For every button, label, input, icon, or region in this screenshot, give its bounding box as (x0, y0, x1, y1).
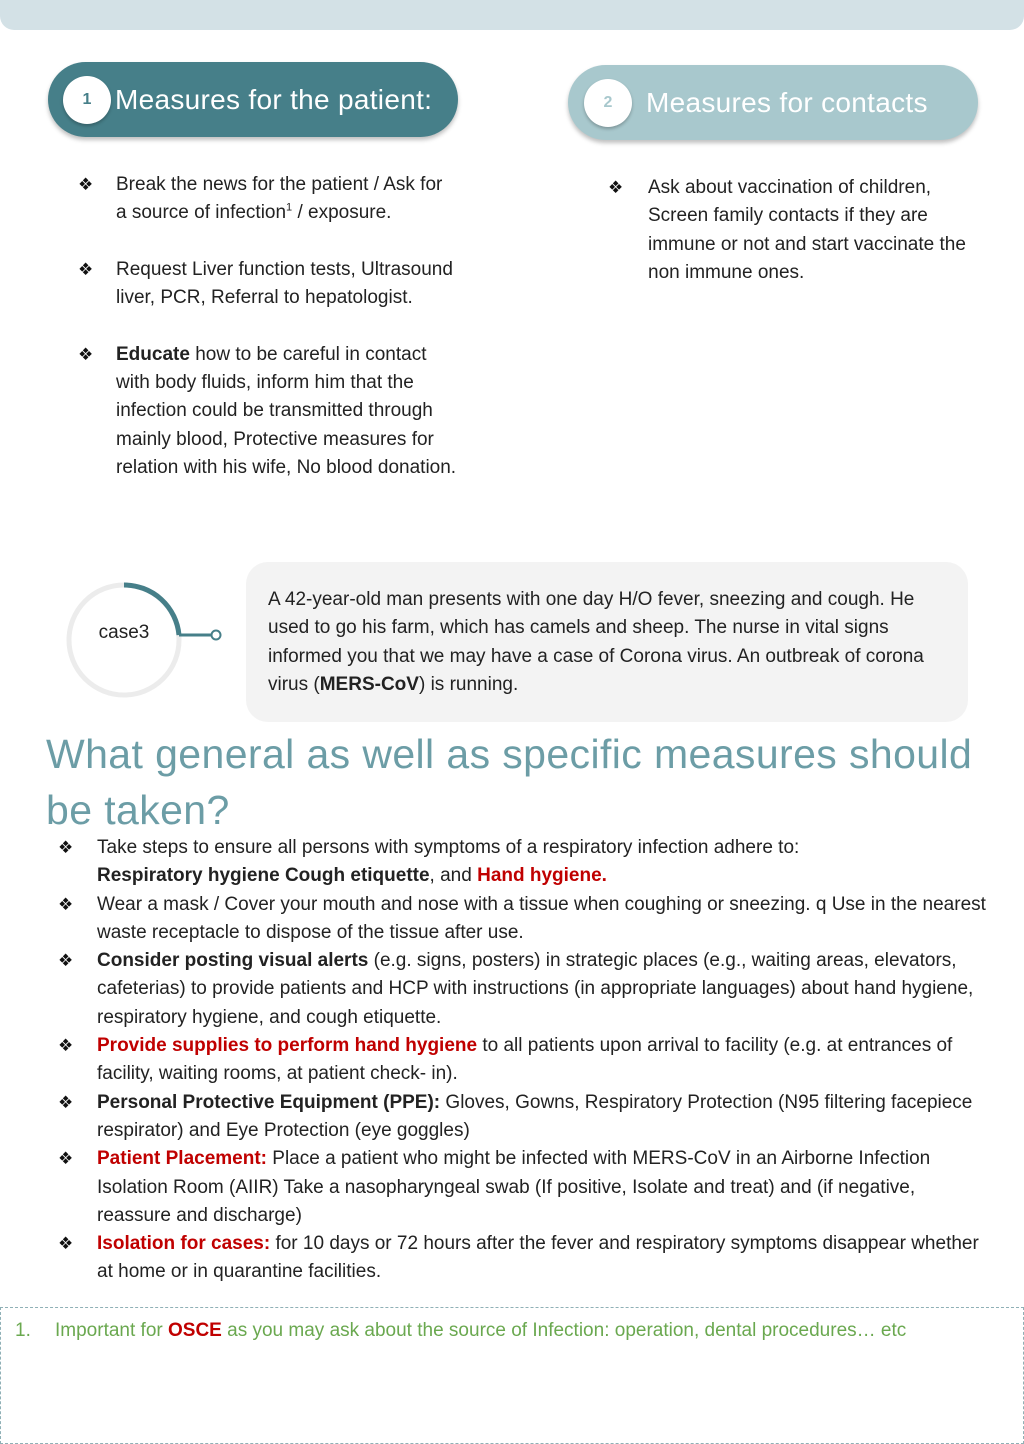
diamond-bullet-icon: ❖ (58, 1234, 74, 1254)
list-item: ❖ Take steps to ensure all persons with symptoms of a respiratory infection adhere to: Respiratory hygiene Cough etiquette, and Hand hygiene. (58, 834, 988, 891)
contacts-measures-list (608, 174, 968, 287)
diamond-bullet-icon: ❖ (78, 175, 94, 194)
list-item: ❖ Request Liver function tests, Ultrasound liver, PCR, Referral to hepatologist. (78, 256, 458, 313)
patient-measures-title: Measures for the patient: (115, 83, 433, 115)
diamond-bullet-icon: ❖ (58, 1149, 74, 1169)
list-item: ❖ Patient Placement: Place a patient who might be infected with MERS-CoV in an Airborne Infection Isolation Room (AIIR) Take a nasopharyngeal swab (If positive, Isolate and treat) and (if negative, reassure and discharge) (58, 1145, 988, 1230)
list-item: ❖ Wear a mask / Cover your mouth and nose with a tissue when coughing or sneezing. q Use in the nearest waste receptacle to dispose of the tissue after use. (58, 891, 988, 948)
patient-measures-list (78, 171, 458, 511)
list-item: ❖ Break the news for the patient / Ask for a source of infection$^1$ / exposure. (78, 171, 458, 228)
footnote: 1. Important for OSCE as you may ask about the source of Infection: operation, dental procedures… etc (0, 1307, 1024, 1444)
diamond-bullet-icon: ❖ (58, 894, 74, 914)
list-item: ❖ Provide supplies to perform hand hygiene to all patients upon arrival to facility (e.g. at entrances of facility, waiting rooms, at patient check- in). (58, 1032, 988, 1089)
contacts-measures-header (568, 65, 978, 140)
list-item: ❖ Ask about vaccination of children, Screen family contacts if they are immune or not and start vaccinate the non immune ones. (608, 174, 968, 287)
footnote-marker: 1 (286, 201, 293, 214)
footnote-number: 1. (15, 1320, 31, 1341)
diamond-bullet-icon: ❖ (58, 838, 74, 857)
section-number-1: 1 (63, 76, 111, 124)
diamond-bullet-icon: ❖ (58, 951, 74, 971)
case-label: case3 (98, 622, 150, 643)
question-heading: What general as well as specific measures should be taken? (46, 731, 973, 833)
diamond-bullet-icon: ❖ (78, 344, 94, 364)
list-item: ❖ Consider posting visual alerts (e.g. signs, posters) in strategic places (e.g., waiting areas, elevators, cafeterias) to provide patients and HCP with instructions (in appropriate languages) about hand hygiene, respiratory hygiene, and cough etiquette. (58, 947, 988, 1032)
list-item: ❖ Personal Protective Equipment (PPE): Gloves, Gowns, Respiratory Protection (N95 filtering facepiece respirator) and Eye Protection (eye goggles) (58, 1089, 988, 1146)
diamond-bullet-icon: ❖ (608, 178, 624, 197)
case-description: A 42-year-old man presents with one day H/O fever, sneezing and cough. He used to go his farm, which has camels and sheep. The nurse in vital signs informed you that we may have a case of Corona virus. An outbreak of corona virus (MERS-CoV) is running. (246, 562, 968, 722)
diamond-bullet-icon: ❖ (78, 259, 94, 279)
diamond-bullet-icon: ❖ (58, 1036, 74, 1056)
contacts-measures-title: Measures for contacts (646, 86, 928, 118)
list-item: ❖ Educate how to be careful in contact with body fluids, inform him that the infection could be transmitted through mainly blood, Protective measures for relation with his wife, No blood donation. (78, 341, 458, 482)
measures-list (58, 834, 988, 1287)
diamond-bullet-icon: ❖ (58, 1092, 74, 1112)
connector-dot-icon (212, 631, 221, 640)
top-decorative-band (0, 0, 1024, 30)
patient-measures-header (48, 62, 458, 137)
list-item: ❖ Isolation for cases: for 10 days or 72 hours after the fever and respiratory symptoms disappear whether at home or in quarantine facilities. (58, 1230, 988, 1287)
section-number-2: 2 (584, 79, 632, 127)
